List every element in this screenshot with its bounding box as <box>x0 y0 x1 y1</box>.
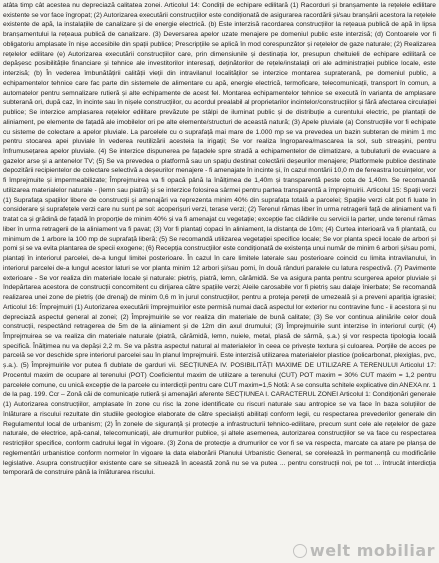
regulation-body-text: atâta timp cât acestea nu depreciază calitatea zonei. Articolul 14: Condiții de echipare edilitară (1) Racorduri și branșamente la rețelele edilitare existente se vor face îngropat; (2) Autorizarea executării construcțiilor este condiționată de asigurarea racordării și/sau branșării acestora la rețelele existente de apă, la instalațiile de canalizare și de energie electrică. (b) Este interzisă racordarea construcțiilor la rețeaua publică de apă în lipsa branșamentului la rețeaua publică de canalizare. (3) Deversarea apelor uzate menajere pe domeniul public este interzisă; (d) Contoarele vor fi obligatoriu amplasate în nișe accesibile din spații publice; Prescripțiile se aplică în mod corespunzător și rețelelor de gaze naturale; (2) Realizarea rețelelor edilitare (e) Autorizarea executării construcțiilor care, prin dimensiunile și destinația lor, presupun cheltuieli de echipare edilitară ce depășesc posibilitățile financiare și tehnice ale investitorilor interesați, deținătorilor de rețele/instalații ori ale administrației publice locale, este interzisă; (b) În vederea îmbunătățirii calității vieții din intravilanul localităților se interzice montarea supraterană, pe domeniul public, a echipamentelor tehnice care fac parte din sistemele de alimentare cu apă, energie electrică, termoficare, telecomunicații, transport în comun, a automatelor pentru semnalizare rutieră și alte echipamente de acest fel. Montarea echipamentelor tehnice se execută în varianta de amplasare subterană ori, după caz, în incinte sau în nișele construcțiilor, cu acordul prealabil al proprietarilor incintelor/construcțiilor și fără afectarea circulației publice; Se interzice amplasarea rețelelor edilitare prevăzute pe stâlpi de iluminat public și de distribuție a curentului electric, pe plantații de aliniament, pe elemente de fațadă ale imobilelor ori pe alte elemente/structuri de această natură; (3) Apele pluviale (a) Construcțiile vor fi echipate cu sisteme de colectare a apelor pluviale. La parcelele cu o suprafață mai mare de 1.000 mp se va prevedea un bazin subteran de minim 1 mc pentru stocarea apei pluviale în vederea reutilizării acesteia la irigații; Se vor realiza îngroparea/mascarea la sol, sub streașini, pentru înfrumusețarea apelor pluviale. (4) Se interzice dispunerea pe fațadele spre stradă a echipamentelor de climatizare, a tubulaturii de evacuare a gazelor arse și a antenelor TV; (5) Se va prevedea o platformă sau un spațiu destinat colectării deșeurilor menajere; Platformele publice destinate depozitării recipientelor de colectare selectivă a deșeurilor menajere - fi amenajate în incinte și, în cazul montării 10,0 m de fereastra locuințelor, vor fi împrejmuite și impermeabilizate; Împrejmuirea va fi opacă până la înălțimea de 1,40m și transparentă peste cota de 1,40m. Se recomandă utilizarea materialelor naturale - (lemn sau piatră) și se interzice folosirea sârmei pentru partea transparentă a împrejmuirii. Articolul 15: Spații verzi (1) Suprafața spațiilor libere de construcții și amenajări va reprezenta minim 40% din suprafața totală a parcelei; Spațiile verzi cât pot fi luate în considerare și suprafețele verzi care nu sunt pe sol: acoperișuri verzi, terase verzi; (2) Terenul rămas liber în urma retragerii față de aliniament va fi tratat ca și grădină de fațadă în proporție de minim 40% și va fi amenajat cu vegetație; excepție fac clădirile cu servicii la parter, unde terenul rămas liber în urma retragerii de la aliniament va fi pavat; (3) Vor fi plantați copaci în aliniament, la distanța de 10m; (4) Curtea interioară va fi plantată, cu minimum de 1 arbore la 100 mp de suprafață liberă; (5) Se recomandă utilizarea vegetației specifice locale; Se vor planta specii locale de arbori și pomi și se va evita plantarea de specii exogene; (6) Recepția construcțiilor este condiționată de existența unui număr de minim 6 arbori și/sau pomi, plantați în interiorul parcelei, de-a lungul limitei posterioare. În cazul în care limitele laterale sau posterioare coincid cu limita intravilanului, în interiorul parcelei de-a lungul acestor laturi se vor planta minim 12 arbori și/sau pomi, în două rânduri paralele cu latura respectivă. (7) Pavimente exterioare - Se vor realiza din materiale locale și naturale: pietriș, piatră, lemn, cărămidă. Se va asigura panta pentru scurgerea apelor pluviale și îndepărtarea acestora de construcții concomitent cu dirijarea către spațiile verzi; Aleile carosabile vor fi pietriș sau dalaje înierbate; Se recomandă realizarea unei zone de pietriș (de drenaj) de minim 0,6 m în jurul construcțiilor, pentru a proteja pereții de umezeală și a preveni apariția igrasiei; Articolul 16: Împrejmuiri (1) Autorizarea executării împrejmuirilor este permisă numai dacă aspectul lor exterior nu contravine func - ii acestora și nu depreciază aspectul general al zonei; (2) Împrejmuirile se vor realiza din materiale de bună calitate; (3) Se vor continua aliniările celor două construcții, respectând retragerea de 5m de la aliniament și de 12m din axul drumului; (3) Împrejmuirile sunt interzise în interiorul curții; (4) Împrejmuirea se va realiza din materiale naturale (piatră, cărămidă, lemn, nuiele, metal, plasă de sârmă, ș.a.) și vor respecta tipologia locală specifică. Înălțimea nu va depăși 2,2 m. Se va păstra aspectul natural al materialelor în ceea ce privește textura și culoarea. Porțiile de acces pe parcelă se vor deschide spre interiorul parcelei sau în planul împrejmuirii. Este interzisă utilizarea materialelor plastice (policarbonat, plexiglas, pvc, ș.a.). (5) Împrejmuirile vor putea fi dublate de garduri vii. SECȚIUNEA IV. POSIBILITĂȚI MAXIME DE UTILIZARE A TERENULUI Articolul 17: Procentul maxim de ocupare al terenului (POT) Coeficientul maxim de utilizare a terenului (CUT) POT maxim = 30% CUT maxim = 1,2 pentru parcelele comune, cu unică excepție de la parcele cu interdicții pentru care CUT maxim=1,5 Notă: A se consulta schitele explicative din ANEXA nr. 1 de la pag. 199. Ccr – Zonă căi de comunicație rutieră și amenajări aferente SECȚIUNEA I. CARACTERUL ZONEI Articolul 1: Condiționări generale (1) Autorizarea construcțiilor, amplasate în zone cu risc la zone identificate cu riscuri naturale sau antropice se va face în baza soluțiilor de înlăturare a riscului rezultate din studiile geologice elaborate de către specialiști abilitați conform legii, cu respectarea prevederilor generale din Regulamentul local de urbanism; (2) În zonele de siguranță și protecție a infrastructurii tehnico-edilitare, precum sunt cele ale rețelelor de gaze naturale, de electrice, apă-canal, telecomunicații, ale drumurilor publice, și altele asemenea, autorizarea construcțiilor se va face cu respectarea restricțiilor specifice, conform cadrului legal în vigoare. (3) Zona de protecție a drumurilor ce vor fi se va respecta, marcate ca atare pe planșa de reglementări urbanistice conform normelor în vigoare la data elaborării Planului Urbanistic General, se corelează în permanență cu modificările legislative. Asupra construcțiilor existente care se situează în această zonă nu se va putea ... pentru construcții noi, pe tot ... întrucât interdicția temporară de construire până la înlăturarea riscului. <box>3 2 436 477</box>
watermark-text: welt mobiliar <box>309 541 435 560</box>
